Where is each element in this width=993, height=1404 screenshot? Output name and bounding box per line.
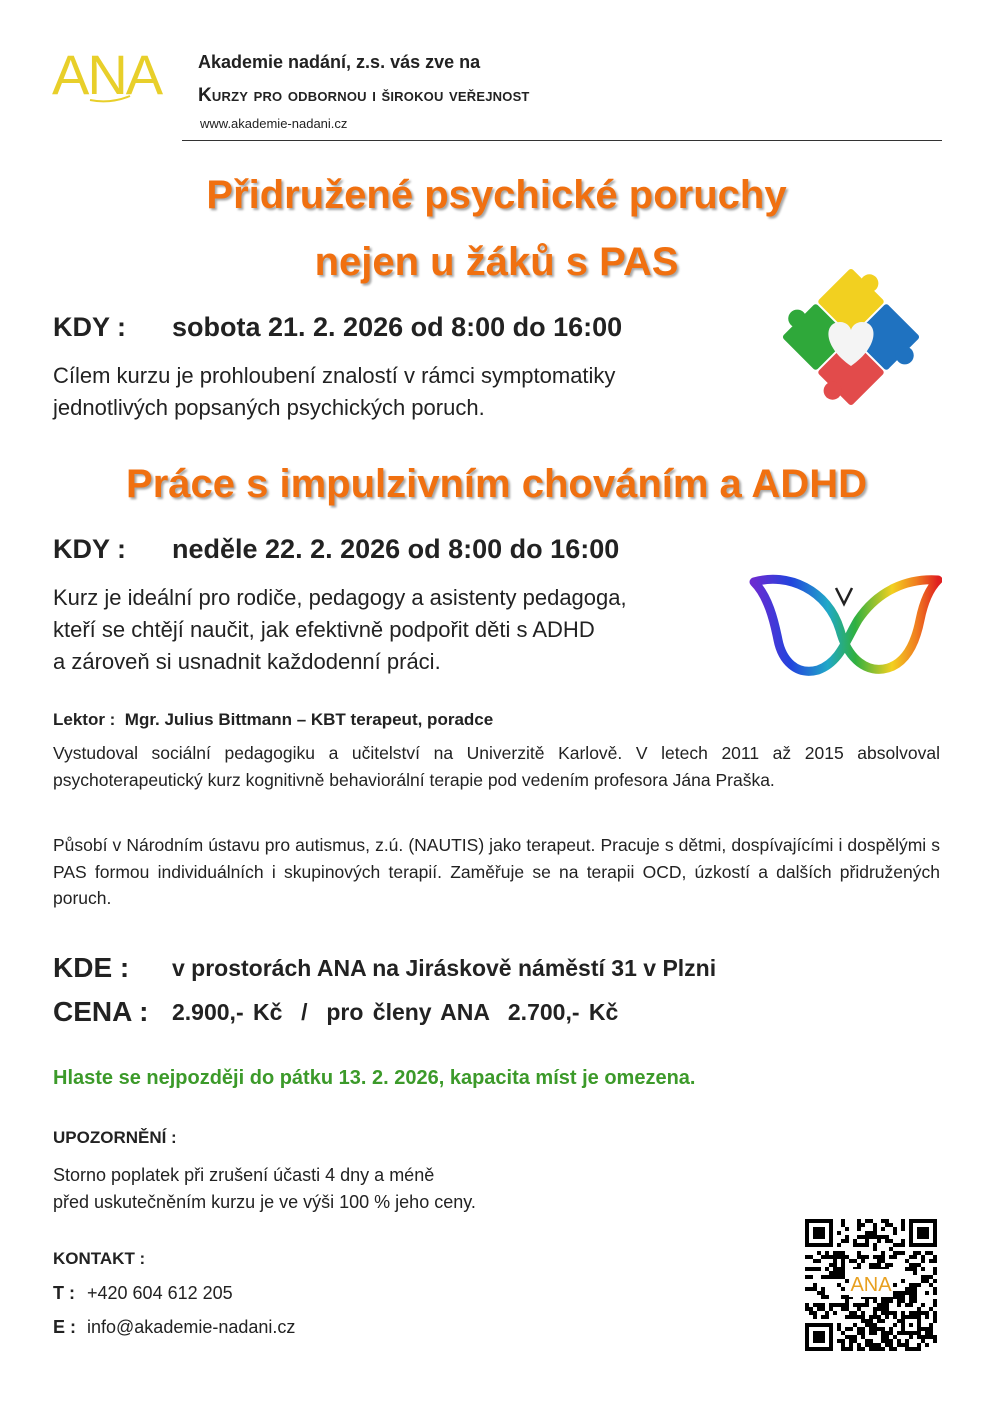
lector-label: Lektor :: [53, 710, 116, 729]
where-label: KDE :: [53, 952, 130, 983]
course2-when-value: neděle 22. 2. 2026 od 8:00 do 16:00: [172, 534, 620, 564]
org-subtitle: [198, 85, 530, 107]
warning-text: [53, 1162, 476, 1216]
course1-title-line1: Přidružené psychické poruchy: [206, 173, 787, 217]
email-address[interactable]: info@akademie-nadani.cz: [87, 1317, 296, 1337]
course1-title-line2: nejen u žáků s PAS: [314, 240, 679, 284]
where-value: v prostorách ANA na Jiráskově náměstí 31 v Plzni: [172, 955, 717, 981]
warning-line1: Storno poplatek při zrušení účasti 4 dny a méně: [53, 1165, 435, 1185]
email-key: E :: [53, 1317, 77, 1337]
registration-deadline: Hlaste se nejpozději do pátku 13. 2. 2026, kapacita míst je omezena.: [53, 1067, 696, 1089]
ana-logo: [52, 44, 180, 106]
course2-desc-line2: kteří se chtějí naučit, jak efektivně podpořit děti s ADHD: [53, 617, 595, 642]
course1-desc-line1: Cílem kurzu je prohloubení znalostí v rámci symptomatiky: [53, 363, 616, 388]
contact-label: KONTAKT :: [53, 1249, 146, 1268]
qr-code[interactable]: [805, 1219, 937, 1351]
puzzle-heart-icon: [762, 248, 940, 426]
phone-number[interactable]: +420 604 612 205: [87, 1283, 233, 1303]
lector-line: [53, 710, 493, 730]
course2-title: Práce s impulzivním chováním a ADHD: [126, 462, 867, 506]
rainbow-butterfly-icon: [748, 570, 942, 682]
contact-phone: [53, 1283, 233, 1304]
lector-name: Mgr. Julius Bittmann – KBT terapeut, poradce: [124, 710, 494, 729]
warning-label: UPOZORNĚNÍ :: [53, 1128, 177, 1147]
course2-desc-line3: a zároveň si usnadnit každodenní práci.: [53, 649, 441, 674]
course1-description: [53, 360, 733, 424]
qr-logo-text: ANA: [850, 1274, 892, 1296]
course1-when-label: KDY :: [53, 312, 127, 342]
course2-desc-line1: Kurz je ideální pro rodiče, pedagogy a asistenty pedagoga,: [53, 585, 627, 610]
course1-desc-line2: jednotlivých popsaných psychických poruch.: [53, 395, 485, 420]
course1-when-value: sobota 21. 2. 2026 od 8:00 do 16:00: [172, 312, 623, 342]
warning-line2: před uskutečněním kurzu je ve výši 100 % jeho ceny.: [53, 1192, 476, 1212]
contact-email: [53, 1317, 295, 1338]
org-subtitle-text: Kurzy pro odbornou i širokou veřejnost: [198, 85, 530, 106]
qr-code-icon: [805, 1219, 937, 1351]
price-value: 2.900,- Kč / pro členy ANA 2.700,- Kč: [172, 999, 619, 1025]
lector-bio-paragraph2: Působí v Národním ústavu pro autismus, z.ú. (NAUTIS) jako terapeut. Pracuje s dětmi, dospívajícími i dospělými s PAS formou individuálních i skupinových terapií. Zaměřuje se na terapii OCD, úzkostí a dalších přidružených poruch.: [53, 835, 940, 908]
price-label: CENA :: [53, 996, 149, 1027]
logo-text: ANA: [52, 44, 162, 106]
course2-when-label: KDY :: [53, 534, 127, 564]
lector-bio-paragraph1: Vystudoval sociální pedagogiku a učitelství na Univerzitě Karlově. V letech 2011 až 2015 absolvoval psychoterapeutický kurz kognitivně behaviorální terapie pod vedením profesora Jána Praška.: [53, 743, 940, 790]
org-invite-line: Akademie nadání, z.s. vás zve na: [198, 52, 481, 72]
phone-key: T :: [53, 1283, 75, 1303]
course2-description: [53, 582, 733, 678]
header-divider: [182, 140, 942, 141]
website-link[interactable]: www.akademie-nadani.cz: [200, 116, 348, 131]
ana-logo-icon: [52, 44, 180, 106]
